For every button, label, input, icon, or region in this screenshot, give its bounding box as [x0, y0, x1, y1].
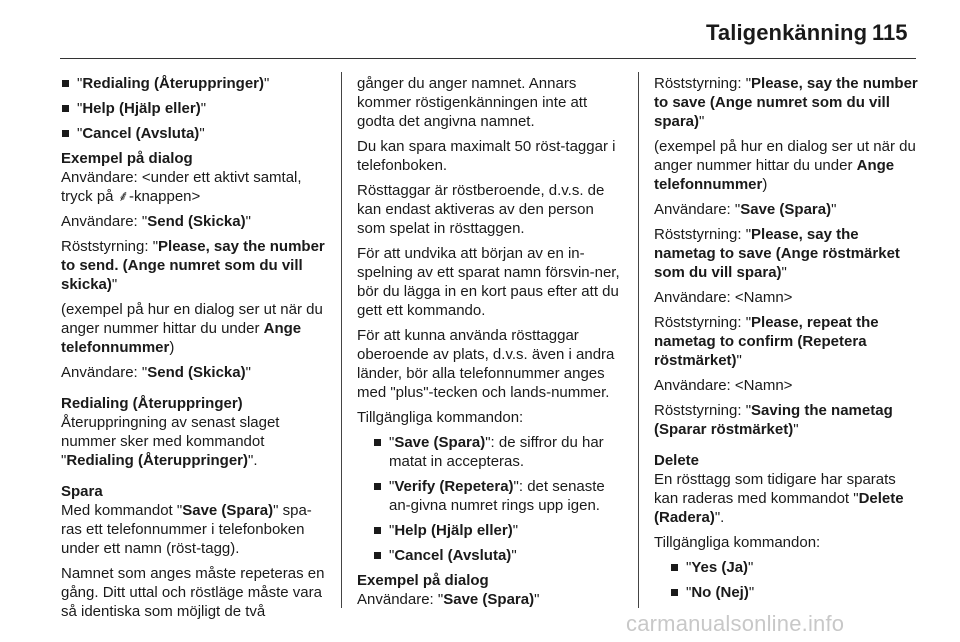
watermark: carmanualsonline.info [626, 611, 845, 636]
dialog-line: Användare: <Namn> [654, 377, 793, 394]
paragraph: Återuppringning av senast slaget nummer sker med kommandot "Redialing (Återuppringer)". [61, 414, 280, 469]
dialog-line: Användare: "Save (Spara)" [357, 591, 540, 608]
section-heading: Redialing (Återuppringer) [61, 395, 243, 412]
column-2 [357, 74, 623, 615]
dialog-line: Användare: <under ett aktivt samtal, tryck på ⸙-knappen> [61, 169, 302, 205]
paragraph: (exempel på hur en dialog ser ut när du anger nummer hittar du under Ange telefonnummer) [61, 301, 323, 356]
paragraph: Tillgängliga kommandon: [357, 409, 524, 426]
dialog-line: Användare: "Send (Skicka)" [61, 213, 251, 230]
section-heading: Exempel på dialog [357, 572, 489, 589]
list-item: "Help (Hjälp eller)" [373, 521, 623, 540]
column-1 [61, 74, 327, 627]
dialog-line: Röststyrning: "Please, say the nametag to save (Ange röstmärket som du vill spara)" [654, 226, 900, 281]
column-3 [654, 74, 920, 608]
list-item: "Cancel (Avsluta)" [373, 546, 623, 565]
paragraph: Namnet som anges måste repeteras en gång. Ditt uttal och röstläge måste vara så identiska som möjligt de två [61, 565, 325, 620]
list-item: "Redialing (Återuppringer)" [61, 74, 327, 93]
section-heading: Spara [61, 483, 103, 500]
dialog-line: Röststyrning: "Saving the nametag (Sparar röstmärket)" [654, 402, 893, 438]
dialog-line: Röststyrning: "Please, say the number to send. (Ange numret som du vill skicka)" [61, 238, 325, 293]
list-item: "Cancel (Avsluta)" [61, 124, 327, 143]
paragraph: En rösttagg som tidigare har sparats kan raderas med kommandot "Delete (Radera)". [654, 471, 904, 526]
paragraph: Rösttaggar är röstberoende, d.v.s. de kan endast aktiveras av den person som spelat in rösttaggen. [357, 182, 605, 237]
paragraph: Med kommandot "Save (Spara)" spa-ras ett telefonnummer i telefonboken under ett namn (röst-tagg). [61, 502, 312, 557]
list-item: "Verify (Repetera)": det senaste an-givna numret rings upp igen. [373, 477, 623, 515]
section-heading: Exempel på dialog [61, 150, 193, 167]
dialog-line: Användare: "Send (Skicka)" [61, 364, 251, 381]
section-heading: Delete [654, 452, 700, 469]
header-divider [60, 58, 916, 59]
dialog-line: Användare: "Save (Spara)" [654, 201, 837, 218]
column-divider [638, 72, 639, 608]
column-divider [341, 72, 342, 608]
dialog-line: Användare: <Namn> [654, 289, 793, 306]
phone-button-icon: ⸙ [117, 187, 129, 205]
list-item: "Save (Spara)": de siffror du har matat in accepteras. [373, 433, 623, 471]
list-item: "Yes (Ja)" [670, 558, 920, 577]
page-title: Taligenkänning [706, 20, 868, 45]
dialog-line: Röststyrning: "Please, repeat the nametag to confirm (Repetera röstmärket)" [654, 314, 879, 369]
paragraph: För att undvika att början av en in-spelning av ett sparat namn försvin-ner, bör du lägga in en kort paus efter att du gett ett kommando. [357, 245, 620, 319]
paragraph: (exempel på hur en dialog ser ut när du anger nummer hittar du under Ange telefonnummer) [654, 138, 916, 193]
list-item: "Help (Hjälp eller)" [61, 99, 327, 118]
paragraph: Tillgängliga kommandon: [654, 534, 821, 551]
paragraph: Du kan spara maximalt 50 röst-taggar i telefonboken. [357, 138, 616, 174]
list-item: "No (Nej)" [670, 583, 920, 602]
paragraph: För att kunna använda rösttaggar oberoende av plats, d.v.s. även i andra länder, bör alla telefonnummer anges med "plus"-tecken och lands-nummer. [357, 327, 615, 401]
page-number: 115 [872, 20, 908, 45]
dialog-line: Röststyrning: "Please, say the number to save (Ange numret som du vill spara)" [654, 75, 918, 130]
paragraph: gånger du anger namnet. Annars kommer röstigenkänningen inte att godta det angivna namnet. [357, 75, 588, 130]
